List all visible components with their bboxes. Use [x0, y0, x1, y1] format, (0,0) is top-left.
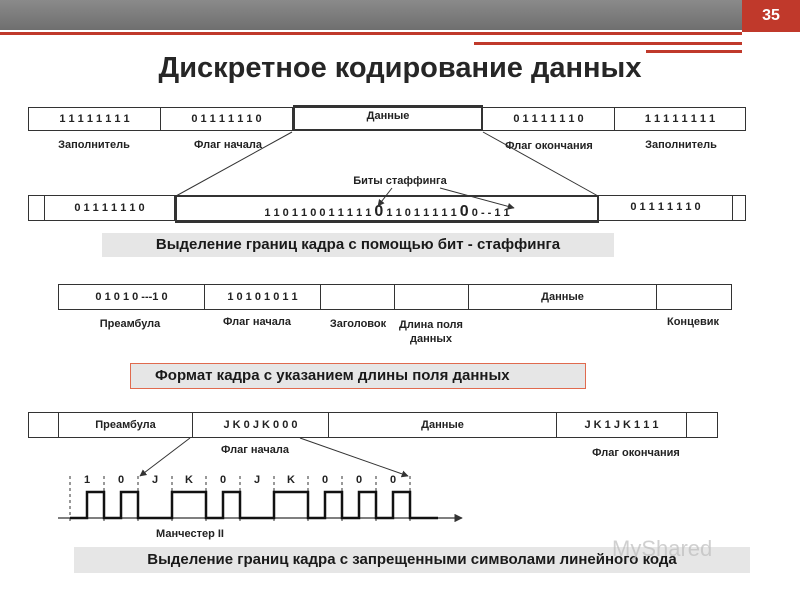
row2-end-flag: 0 1 1 1 1 1 1 0 [599, 196, 733, 220]
signal-symbol: 0 [389, 474, 397, 486]
row4-start-flag: J K 0 J K 0 0 0 [193, 413, 329, 437]
label-end-flag-1: Флаг окончания [505, 140, 593, 152]
row2-start-flag: 0 1 1 1 1 1 1 0 [45, 196, 175, 220]
watermark-logo: MyShared [612, 536, 713, 561]
row3-data: Данные [469, 285, 657, 309]
row1-end-flag: 0 1 1 1 1 1 1 0 [483, 108, 615, 130]
row4-preamble: Преамбула [59, 413, 193, 437]
stuffed-zero-2: 0 [459, 203, 469, 220]
stuffed-bits: 1 1 0 1 1 0 0 1 1 1 1 1 0 1 1 0 1 1 1 1 1 0 0 - - 1 1 [264, 203, 510, 220]
stuffing-arrow-left [378, 188, 392, 206]
label-start-flag-4: Флаг начала [221, 444, 289, 456]
signal-symbol: 0 [117, 474, 125, 486]
label-preamble-3: Преамбула [99, 318, 161, 330]
signal-symbol: 0 [321, 474, 329, 486]
row1-start-flag: 0 1 1 1 1 1 1 0 [161, 108, 293, 130]
slide-title: Дискретное кодирование данных [158, 52, 642, 84]
label-trailer-3: Концевик [667, 316, 719, 328]
label-filler-right: Заполнитель [645, 139, 717, 151]
row3-start-flag: 1 0 1 0 1 0 1 1 [205, 285, 321, 309]
row1-filler-left: 1 1 1 1 1 1 1 1 [29, 108, 161, 130]
signal-symbol: K [287, 474, 295, 486]
caption-forbidden-symbols: Выделение границ кадра с запрещенными символами линейного кода [74, 547, 750, 573]
flag-arrow-left [140, 438, 190, 476]
stuffed-zero-1: 0 [374, 203, 384, 220]
label-filler-left: Заполнитель [58, 139, 130, 151]
caption-bit-stuffing: Выделение границ кадра с помощью бит - стаффинга [102, 233, 614, 257]
expand-line-left [176, 132, 292, 196]
row1-data: Данные [293, 105, 483, 131]
row4-data: Данные [329, 413, 557, 437]
label-length-3: Длина поля данных [399, 319, 463, 345]
signal-symbol: 1 [83, 474, 91, 486]
slide-number-badge: 35 [742, 0, 800, 32]
flag-arrow-right [300, 438, 408, 476]
row4-end-flag: J K 1 J K 1 1 1 [557, 413, 687, 437]
label-start-flag-1: Флаг начала [194, 139, 262, 151]
row3-preamble: 0 1 0 1 0 ---1 0 [59, 285, 205, 309]
stuffing-arrow-right [440, 188, 514, 208]
stuffing-bits-label: Биты стаффинга [353, 175, 447, 187]
caption-length-field: Формат кадра с указанием длины поля данных [130, 363, 586, 389]
signal-symbol: 0 [219, 474, 227, 486]
signal-symbol: K [185, 474, 193, 486]
manchester-waveform [70, 492, 438, 518]
expand-line-right [483, 132, 598, 196]
manchester-label: Манчестер II [156, 528, 224, 540]
label-header-3: Заголовок [329, 318, 387, 330]
signal-symbol: J [151, 474, 159, 486]
label-start-flag-3: Флаг начала [223, 316, 291, 328]
signal-symbol: 0 [355, 474, 363, 486]
row1-filler-right: 1 1 1 1 1 1 1 1 [644, 113, 716, 125]
signal-symbol: J [253, 474, 261, 486]
label-end-flag-4: Флаг окончания [592, 447, 680, 459]
